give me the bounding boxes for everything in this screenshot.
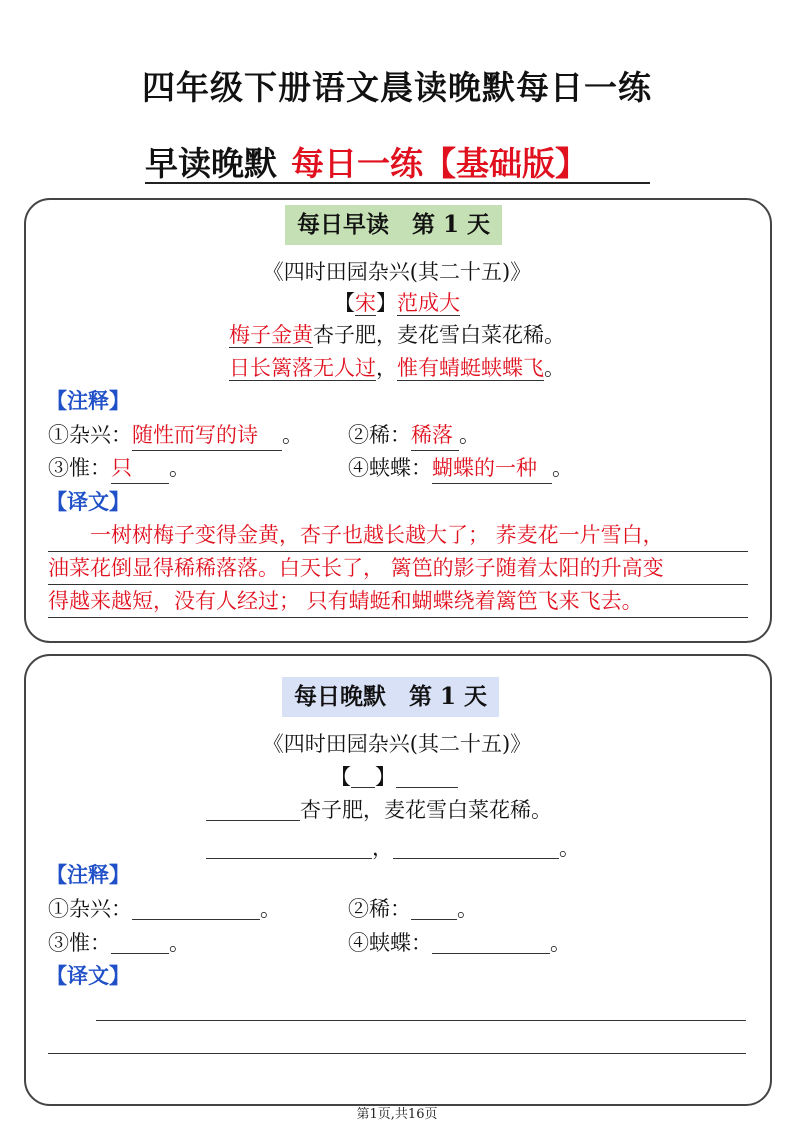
morning-poem-line-1: [0, 320, 794, 350]
evening-translation-heading: 【译文】: [46, 963, 130, 988]
translation-blank-line-1[interactable]: [96, 1020, 746, 1021]
morning-badge: 每日早读 第 1 天: [285, 205, 502, 245]
note1-label: ①杂兴：: [48, 423, 132, 447]
morning-translation: [48, 519, 748, 618]
note2-label: ②稀：: [348, 423, 411, 447]
evening-dictation-card: [24, 654, 772, 1106]
note3-label: ③惟：: [48, 456, 111, 480]
author: 范成大: [397, 291, 460, 315]
line2-end: 。: [544, 356, 565, 380]
line1-rest: 杏子肥，麦花雪白菜花稀。: [313, 323, 565, 347]
translation-line-3: 得越来越短，没有人经过； 只有蜻蜓和蝴蝶绕着篱笆飞来飞去。: [48, 585, 748, 618]
note1-label: ①杂兴：: [48, 897, 132, 921]
line2-comma: ，: [376, 356, 397, 380]
page-title: 四年级下册语文晨读晚默每日一练: [142, 68, 652, 107]
morning-note-2: [348, 420, 480, 451]
line2-answer-a: 日长篱落无人过: [229, 356, 376, 380]
translation-line-1: 一树树梅子变得金黄，杏子也越长越大了； 荞麦花一片雪白，: [48, 519, 748, 552]
bracket-open: 【: [330, 765, 351, 789]
line2-comma: ，: [372, 836, 393, 860]
translation-blank-line-2[interactable]: [48, 1053, 746, 1054]
note3-end: 。: [169, 931, 190, 955]
note1-answer: 随性而写的诗: [132, 420, 282, 451]
note1-end: 。: [260, 897, 281, 921]
note3-end: 。: [169, 456, 190, 480]
note4-label: ④蛱蝶：: [348, 931, 432, 955]
morning-note-3: [48, 453, 190, 484]
morning-poem-title: 《四时田园杂兴(其二十五)》: [262, 260, 532, 284]
subtitle-red: 每日一练【基础版】: [291, 144, 588, 183]
evening-notes-heading: 【注释】: [46, 862, 130, 887]
note3-label: ③惟：: [48, 931, 111, 955]
evening-note-3: [48, 928, 190, 958]
evening-poem-title: 《四时田园杂兴(其二十五)》: [262, 732, 532, 756]
note3-answer: 只: [111, 453, 169, 484]
note2-label: ②稀：: [348, 897, 411, 921]
morning-author-line: [0, 288, 794, 318]
line2-end: 。: [559, 836, 580, 860]
line1-blank[interactable]: [206, 796, 300, 821]
dynasty-blank[interactable]: [351, 763, 375, 788]
note1-end: 。: [282, 423, 303, 447]
evening-note-4: [348, 928, 571, 958]
page-footer: 第1页,共16页: [356, 1107, 438, 1122]
note2-end: 。: [459, 423, 480, 447]
evening-author-line: [330, 762, 458, 792]
morning-poem-line-2: [0, 353, 794, 383]
evening-note-2: [348, 894, 478, 924]
evening-poem-line-2: [206, 833, 580, 863]
note2-answer: 稀落: [411, 420, 459, 451]
translation-line-2: 油菜花倒显得稀稀落落。白天长了， 篱笆的影子随着太阳的升高变: [48, 552, 748, 585]
bracket-close: 】: [376, 291, 397, 315]
page-subtitle: [145, 138, 650, 184]
evening-poem-line-1: [206, 795, 552, 825]
line2-blank-a[interactable]: [206, 834, 372, 859]
morning-notes-heading: 【注释】: [46, 388, 130, 413]
morning-note-1: [48, 420, 303, 451]
note4-blank[interactable]: [432, 929, 550, 954]
note4-answer: 蝴蝶的一种: [432, 453, 552, 484]
note1-blank[interactable]: [132, 895, 260, 920]
note4-label: ④蛱蝶：: [348, 456, 432, 480]
line2-answer-b: 惟有蜻蜓蛱蝶飞: [397, 356, 544, 380]
note2-end: 。: [457, 897, 478, 921]
line1-answer: 梅子金黄: [229, 323, 313, 347]
bracket-close: 】: [375, 765, 396, 789]
line1-rest: 杏子肥，麦花雪白菜花稀。: [300, 798, 552, 822]
evening-note-1: [48, 894, 281, 924]
note4-end: 。: [550, 931, 571, 955]
note2-blank[interactable]: [411, 895, 457, 920]
dynasty: 宋: [355, 291, 376, 315]
morning-translation-heading: 【译文】: [46, 489, 130, 514]
morning-note-4: [348, 453, 573, 484]
evening-badge: 每日晚默 第 1 天: [282, 677, 499, 717]
author-blank[interactable]: [396, 763, 458, 788]
bracket-open: 【: [334, 291, 355, 315]
note4-end: 。: [552, 456, 573, 480]
note3-blank[interactable]: [111, 929, 169, 954]
line2-blank-b[interactable]: [393, 834, 559, 859]
subtitle-black: 早读晚默: [145, 144, 277, 183]
